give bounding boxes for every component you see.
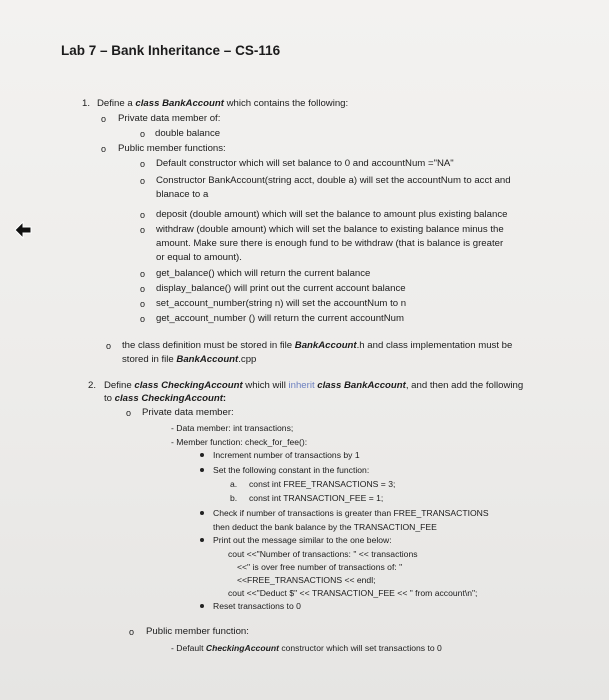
q2-bullet-3-line2: then deduct the bank balance by the TRANSACTION_FEE [213,522,437,532]
q1-func-4-line2: amount. Make sure there is enough fund to be withdraw (that is balance is greater [156,238,504,249]
bullet-open: o [106,341,112,351]
q2-default-constructor [171,642,442,654]
q1-note-a: the class definition must be stored in file [122,340,295,351]
q1-public-label: Public member functions: [118,143,226,154]
q2-intro-f: , and then add the following [405,380,524,391]
q2-intro-c: which will [242,380,289,391]
bullet-open: o [140,210,146,220]
q1-note-c: .h and class implementation must be [356,340,513,351]
bullet-open: o [140,176,146,186]
bullet-open: o [129,627,135,637]
q2-dc-class: CheckingAccount [205,643,279,653]
q2-code-line1: cout <<"Number of transactions: " << transactions [228,549,418,559]
q1-private-label: Private data member of: [118,113,221,124]
q1-func-6: display_balance() will print out the current account balance [156,283,406,294]
mouse-cursor-icon [14,220,32,240]
bullet-open: o [140,159,146,169]
q2-intro-l2c: : [222,393,227,404]
bullet-dot [200,453,204,457]
q1-func-5: get_balance() which will return the current balance [156,268,371,279]
q1-note-file-cpp: BankAccount [176,354,239,365]
q1-func-2-line2: blanace to a [156,189,209,200]
q2-dc-c: constructor which will set transactions to 0 [278,643,442,653]
q2-const-b-label: b. [230,493,238,503]
q2-bullet-5: Reset transactions to 0 [213,601,301,611]
bullet-open: o [101,144,107,154]
q1-number: 1. [82,98,91,109]
bullet-dot [200,604,204,608]
bullet-open: o [140,269,146,279]
title-course: CS-116 [235,43,281,58]
q1-intro-a: Define a [97,98,136,109]
q2-number: 2. [88,380,97,391]
q2-dc-a: - Default [171,643,206,653]
bullet-dot [200,511,204,515]
page-title [61,43,280,58]
title-main: Lab 7 – Bank Inheritance – [61,43,232,58]
bullet-dot [200,468,204,472]
bullet-open: o [126,408,132,418]
q2-data-member: - Data member: int transactions; [171,423,294,433]
q1-func-4-line1: withdraw (double amount) which will set the balance to existing balance minus the [156,224,504,235]
bullet-open: o [140,314,146,324]
q2-bullet-4: Print out the message similar to the one below: [213,535,392,545]
q2-code-line3: <<FREE_TRANSACTIONS << endl; [237,575,376,585]
q1-note-l2c: .cpp [238,354,257,365]
q1-func-1: Default constructor which will set balance to 0 and accountNum ="NA" [156,158,454,169]
q2-const-b: const int TRANSACTION_FEE = 1; [249,493,384,503]
q1-intro-c: which contains the following: [223,98,349,109]
q2-intro-base-class: class BankAccount [314,380,406,391]
bullet-open: o [140,129,146,139]
q2-inherit-link[interactable]: inherit [288,380,315,391]
q1-note-line1 [122,340,512,352]
q2-member-function: - Member function: check_for_fee(): [171,437,308,447]
q2-intro-l2-class: class CheckingAccount [114,393,223,404]
q1-func-7: set_account_number(string n) will set the accountNum to n [156,298,407,309]
q2-code-line2: <<" is over free number of transactions of: " [237,562,403,572]
q1-func-4-line3: or equal to amount). [156,252,242,263]
q2-bullet-3-line1: Check if number of transactions is greater than FREE_TRANSACTIONS [213,508,489,518]
bullet-dot [200,538,204,542]
q2-bullet-2: Set the following constant in the function: [213,465,370,475]
q1-note-file-h: BankAccount [294,340,357,351]
q1-note-l2a: stored in file [122,354,177,365]
q2-intro-class: class CheckingAccount [134,380,243,391]
bullet-open: o [140,284,146,294]
q2-const-a: const int FREE_TRANSACTIONS = 3; [249,479,396,489]
q2-public-label: Public member function: [146,626,249,637]
q2-intro-a: Define [104,380,135,391]
q2-intro-line2 [104,393,226,405]
q2-bullet-1: Increment number of transactions by 1 [213,450,360,460]
q1-func-3: deposit (double amount) which will set the balance to amount plus existing balance [156,209,508,220]
q2-const-a-label: a. [230,479,238,489]
q1-private-item: double balance [155,128,221,139]
q2-private-label: Private data member: [142,407,234,418]
bullet-open: o [140,225,146,235]
bullet-open: o [140,299,146,309]
q1-func-2-line1: Constructor BankAccount(string acct, double a) will set the accountNum to acct and [156,175,511,186]
q2-intro-line1 [104,380,523,392]
q1-note-line2 [122,354,256,366]
q1-func-8: get_account_number () will return the current accountNum [156,313,404,324]
bullet-open: o [101,114,107,124]
q1-intro [97,98,348,110]
q2-code-line4: cout <<"Deduct $" << TRANSACTION_FEE << " from account\n"; [228,588,478,598]
q2-intro-l2a: to [104,393,115,404]
q1-intro-class: class BankAccount [135,98,224,109]
